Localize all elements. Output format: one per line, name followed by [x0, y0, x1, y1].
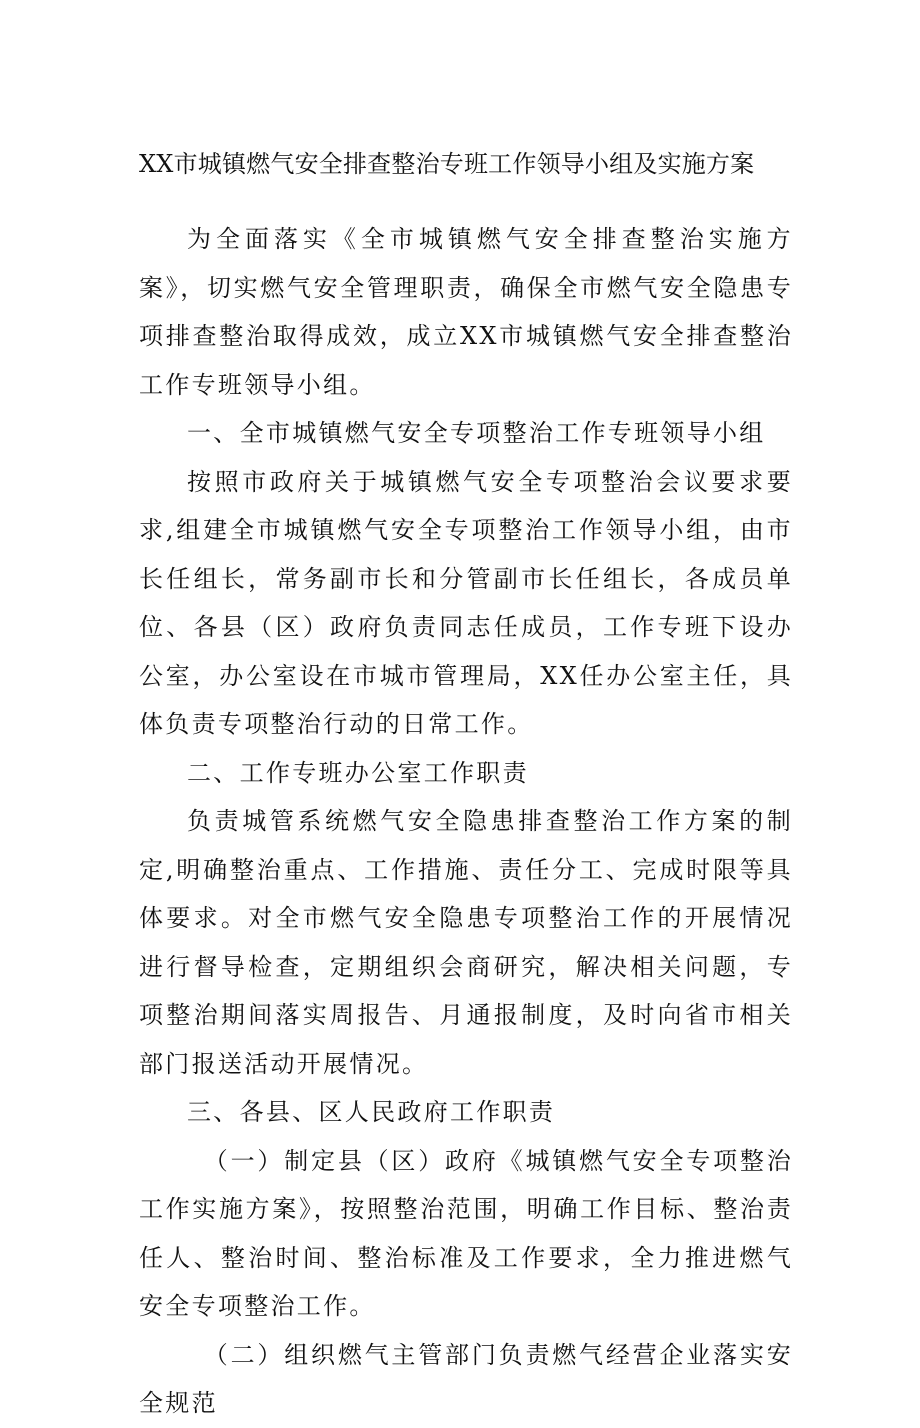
section-heading-1: 一、全市城镇燃气安全专项整治工作专班领导小组 — [187, 419, 766, 447]
section-2-paragraph: 负责城管系统燃气安全隐患排查整治工作方案的制定,明确整治重点、工作措施、责任分工、完成时限等具体要求。对全市燃气安全隐患专项整治工作的开展情况进行督导检查，定期组织会商研究，解决相关问题，专项整治期间落实周报告、月通报制度，及时向省市相关部门报送活动开展情况。 — [139, 807, 793, 1078]
intro-paragraph: 为全面落实《全市城镇燃气安全排查整治实施方案》，切实燃气安全管理职责，确保全市燃气安全隐患专项排查整治取得成效，成立XX市城镇燃气安全排查整治工作专班领导小组。 — [139, 225, 793, 399]
document-body — [139, 215, 793, 1428]
section-heading-2: 二、工作专班办公室工作职责 — [187, 758, 529, 787]
section-1-paragraph: 按照市政府关于城镇燃气安全专项整治会议要求要求,组建全市城镇燃气安全专项整治工作领导小组，由市长任组长，常务副市长和分管副市长任组长，各成员单位、各县（区）政府负责同志任成员，工作专班下设办公室，办公室设在市城市管理局，XX任办公室主任，具体负责专项整治行动的日常工作。 — [139, 467, 793, 738]
section-heading-3: 三、各县、区人民政府工作职责 — [187, 1098, 556, 1126]
section-3-item-1: （一）制定县（区）政府《城镇燃气安全专项整治工作实施方案》，按照整治范围，明确工作目标、整治责任人、整治时间、整治标准及工作要求，全力推进燃气安全专项整治工作。 — [139, 1146, 793, 1320]
document-title: XX市城镇燃气安全排查整治专班工作领导小组及实施方案 — [139, 150, 755, 178]
section-3-item-2: （二）组织燃气主管部门负责燃气经营企业落实安全规范 — [139, 1340, 793, 1417]
